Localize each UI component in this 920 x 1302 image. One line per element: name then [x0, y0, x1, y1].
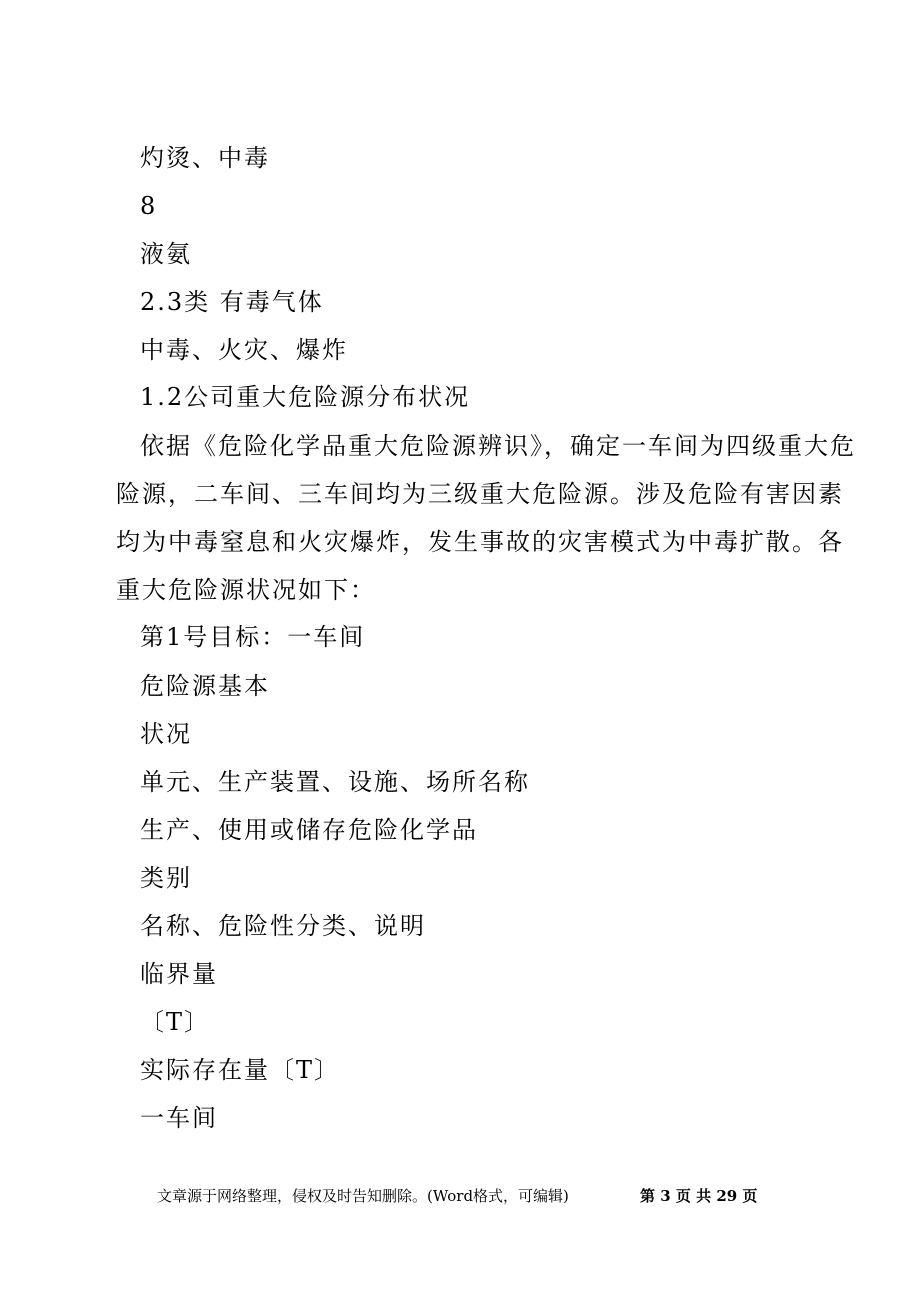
text-line: 生产、使用或储存危险化学品 [140, 816, 478, 844]
text-line: 中毒、火灾、爆炸 [140, 336, 348, 364]
text-line: 单元、生产装置、设施、场所名称 [140, 768, 530, 796]
paragraph-line: 险源，二车间、三车间均为三级重大危险源。涉及危险有害因素 [116, 480, 844, 508]
text-line: 实际存在量〔T〕 [140, 1056, 341, 1084]
text-line: 临界量 [140, 960, 218, 988]
text-line: 类别 [140, 864, 192, 892]
paragraph-line: 重大危险源状况如下： [116, 576, 376, 604]
paragraph-line: 依据《危险化学品重大危险源辨识》，确定一车间为四级重大危 [140, 432, 856, 460]
text-line: 第1号目标：一车间 [140, 623, 366, 651]
text-line: 〔T〕 [140, 1008, 211, 1036]
text-line: 灼烫、中毒 [140, 144, 270, 172]
text-line: 危险源基本 [140, 672, 270, 700]
footer-page-number: 第 3 页 共 29 页 [640, 1187, 758, 1205]
text-line: 状况 [140, 720, 192, 748]
text-line: 一车间 [140, 1104, 218, 1132]
text-line: 2.3类 有毒气体 [140, 288, 324, 316]
footer-source-note: 文章源于网络整理，侵权及时告知删除。(Word格式，可编辑) [157, 1187, 569, 1205]
text-line: 8 [140, 192, 158, 220]
section-heading: 1.2公司重大危险源分布状况 [140, 383, 471, 411]
text-line: 液氨 [140, 240, 192, 268]
text-line: 名称、危险性分类、说明 [140, 912, 426, 940]
paragraph-line: 均为中毒窒息和火灾爆炸，发生事故的灾害模式为中毒扩散。各 [116, 528, 844, 556]
body-paragraph [116, 422, 856, 614]
